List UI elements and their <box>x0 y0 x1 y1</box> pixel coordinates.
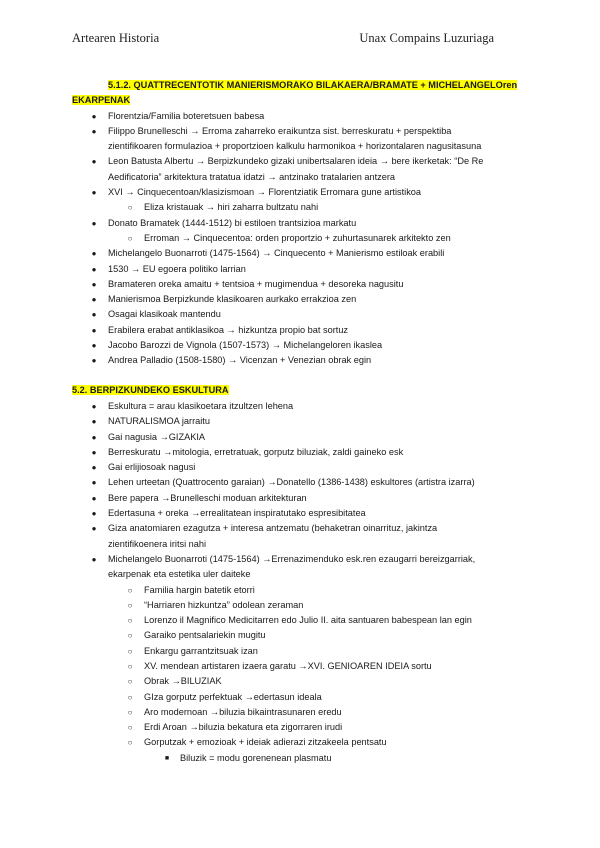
list-item <box>72 216 534 231</box>
list-item-continuation: zientifikoenera iritsi nahi <box>108 538 207 549</box>
list-item <box>72 491 534 506</box>
list-item-text: XV. mendean artistaren izaera garatu →XVI. GENIOAREN IDEIA sortu <box>144 660 432 671</box>
list-item-text: GIza gorputz perfektuak →edertasun ideala <box>144 691 322 702</box>
bullet-dot-icon: ● <box>91 295 97 305</box>
bullet-square-icon: ■ <box>164 754 170 762</box>
bullet-circle-icon: ○ <box>127 631 133 641</box>
list-item-text: Obrak →BILUZIAK <box>144 676 222 687</box>
list-item-text: Eskultura = arau klasikoetara itzultzen lehena <box>108 400 294 411</box>
bullet-dot-icon: ● <box>91 509 97 519</box>
bullet-dot-icon: ● <box>91 554 97 564</box>
list-item-text: Gorputzak + emozioak + ideiak adierazi zitzakeela pentsatu <box>144 737 387 748</box>
list-item <box>72 552 534 583</box>
bullet-circle-icon: ○ <box>127 738 133 748</box>
list-item <box>72 109 534 124</box>
bullet-dot-icon: ● <box>91 341 97 351</box>
list-item <box>72 414 534 429</box>
section-title-5-1-2 <box>72 78 534 109</box>
list-item <box>72 628 534 643</box>
list-item-text: Osagai klasikoak mantendu <box>108 309 221 320</box>
list-item <box>72 583 534 598</box>
list-item-continuation: ekarpenak eta estetika uler daiteke <box>108 569 251 580</box>
list-item-text: Leon Batusta Albertu → Berpizkundeko gizaki unibertsalaren ideia → bere ikerketak: “De Re <box>108 156 484 167</box>
list-item-text: Michelangelo Buonarroti (1475-1564) → Cinquecento + Manierismo estiloak erabili <box>108 248 445 259</box>
bullet-dot-icon: ● <box>91 188 97 198</box>
bullet-circle-icon: ○ <box>127 233 133 243</box>
section-2-bullet-list <box>72 399 534 766</box>
list-item <box>72 262 534 277</box>
section-title-5-2 <box>72 383 534 398</box>
list-item <box>72 720 534 735</box>
list-item <box>72 246 534 261</box>
bullet-circle-icon: ○ <box>127 646 133 656</box>
bullet-dot-icon: ● <box>91 401 97 411</box>
section-title-line-1: 5.1.2. QUATTRECENTOTIK MANIERISMORAKO BILAKAERA/BRAMATE + MICHELANGELOren <box>108 80 518 90</box>
list-item-text: Andrea Palladio (1508-1580) → Vicenzan + Venezian obrak egin <box>108 355 372 366</box>
list-item-text: 1530 → EU egoera politiko larrian <box>108 263 246 274</box>
bullet-dot-icon: ● <box>91 264 97 274</box>
list-item-continuation: Aedificatoria” arkitektura tratatua idatzi → antzinako tratalarien antzera <box>108 171 395 182</box>
list-item-text: Gai erlijiosoak nagusi <box>108 462 196 473</box>
list-item-text: Lehen urteetan (Quattrocento garaian) →Donatello (1386-1438) eskultores (artistra izarra) <box>108 477 475 488</box>
list-item-text: Erdi Aroan →biluzia bekatura eta zigorraren irudi <box>144 722 343 733</box>
list-item-text: Aro modernoan →biluzia bikaintrasunaren eredu <box>144 706 342 717</box>
bullet-dot-icon: ● <box>91 310 97 320</box>
list-item-text: Donato Bramatek (1444-1512) bi estiloen trantsizioa markatu <box>108 217 357 228</box>
header-author: Unax Compains Luzuriaga <box>359 31 494 45</box>
bullet-dot-icon: ● <box>91 356 97 366</box>
list-item <box>72 231 534 246</box>
list-item <box>72 338 534 353</box>
bullet-dot-icon: ● <box>91 463 97 473</box>
list-item-text: Eliza kristauak → hiri zaharra bultzatu nahi <box>144 202 319 213</box>
list-item-text: Filippo Brunelleschi → Erroma zaharreko eraikuntza sist. berreskuratu + perspektiba <box>108 125 452 136</box>
bullet-circle-icon: ○ <box>127 692 133 702</box>
list-item <box>72 598 534 613</box>
list-item-text: Bere papera →Brunelleschi moduan arkitekturan <box>108 492 307 503</box>
list-item-text: Biluzik = modu gorenenean plasmatu <box>180 752 332 763</box>
list-item-text: XVI → Cinquecentoan/klasizismoan → Florentziatik Erromara gune artistikoa <box>108 187 422 198</box>
list-item <box>72 705 534 720</box>
section-1-bullet-list <box>72 109 534 369</box>
list-item <box>72 292 534 307</box>
list-item <box>72 277 534 292</box>
list-item-text: Florentzia/Familia boteretsuen babesa <box>108 110 265 121</box>
bullet-dot-icon: ● <box>91 432 97 442</box>
bullet-circle-icon: ○ <box>127 707 133 717</box>
bullet-circle-icon: ○ <box>127 723 133 733</box>
bullet-circle-icon: ○ <box>127 203 133 213</box>
header-course-title: Artearen Historia <box>72 31 160 45</box>
list-item-text: Jacobo Barozzi de Vignola (1507-1573) → Michelangeloren ikaslea <box>108 340 383 351</box>
bullet-dot-icon: ● <box>91 524 97 534</box>
list-item <box>72 659 534 674</box>
bullet-dot-icon: ● <box>91 493 97 503</box>
list-item-text: Familia hargin batetik etorri <box>144 584 255 595</box>
list-item <box>72 353 534 368</box>
bullet-circle-icon: ○ <box>127 600 133 610</box>
list-item <box>72 644 534 659</box>
list-item <box>72 399 534 414</box>
list-item-text: Garaiko pentsalariekin mugitu <box>144 630 266 641</box>
list-item-text: Manierismoa Berpizkunde klasikoaren aurkako errakzioa zen <box>108 294 357 305</box>
bullet-dot-icon: ● <box>91 447 97 457</box>
list-item-text: Michelangelo Buonarroti (1475-1564) →Errenazimenduko esk.ren ezaugarri bereizgarriak, <box>108 553 476 564</box>
list-item <box>72 430 534 445</box>
list-item <box>72 751 534 766</box>
list-item <box>72 674 534 689</box>
bullet-dot-icon: ● <box>91 279 97 289</box>
bullet-circle-icon: ○ <box>127 585 133 595</box>
list-item-text: Giza anatomiaren ezagutza + interesa antzematu (behaketran oinarrituz, jakintza <box>108 523 438 534</box>
list-item <box>72 323 534 338</box>
section-title-text: 5.2. BERPIZKUNDEKO ESKULTURA <box>72 384 229 395</box>
list-item <box>72 460 534 475</box>
list-item <box>72 200 534 215</box>
list-item-text: Lorenzo il Magnifico Medicitarren edo Julio II. aita santuaren babespean lan egin <box>144 615 472 626</box>
document-body <box>72 78 534 766</box>
list-item <box>72 475 534 490</box>
bullet-dot-icon: ● <box>91 325 97 335</box>
bullet-dot-icon: ● <box>91 417 97 427</box>
bullet-dot-icon: ● <box>91 157 97 167</box>
bullet-dot-icon: ● <box>91 111 97 121</box>
list-item-text: NATURALISMOA jarraitu <box>108 416 210 427</box>
bullet-dot-icon: ● <box>91 249 97 259</box>
list-item-continuation: zientifikoaren formulazioa + proportzioen kalkulu harmonikoa + horizontalaren nagusitasuna <box>108 141 482 152</box>
list-item-text: Erabilera erabat antiklasikoa → hizkuntza propio bat sortuz <box>108 324 349 335</box>
list-item <box>72 124 534 155</box>
list-item <box>72 506 534 521</box>
list-item-text: Edertasuna + oreka →errealitatean inspiratutako espresibitatea <box>108 508 366 519</box>
bullet-dot-icon: ● <box>91 478 97 488</box>
list-item <box>72 690 534 705</box>
list-item-text: Berreskuratu →mitologia, erretratuak, gorputz biluziak, zaldi gaineko esk <box>108 446 404 457</box>
list-item-text: “Harriaren hizkuntza” odolean zeraman <box>144 599 304 610</box>
list-item-text: Bramateren oreka amaitu + tentsioa + mugimendua + desoreka nagusitu <box>108 278 404 289</box>
list-item-text: Erroman → Cinquecentoa: orden proportzio + zuhurtasunarek arkitekto zen <box>144 232 451 243</box>
bullet-circle-icon: ○ <box>127 661 133 671</box>
bullet-circle-icon: ○ <box>127 677 133 687</box>
section-title-line-2: EKARPENAK <box>72 95 131 106</box>
list-item <box>72 307 534 322</box>
bullet-dot-icon: ● <box>91 126 97 136</box>
list-item <box>72 521 534 552</box>
list-item <box>72 613 534 628</box>
list-item <box>72 185 534 200</box>
bullet-circle-icon: ○ <box>127 616 133 626</box>
page-header <box>72 31 494 46</box>
list-item-text: Enkargu garrantzitsuak izan <box>144 645 258 656</box>
list-item-text: Gai nagusia →GIZAKIA <box>108 431 206 442</box>
list-item <box>72 445 534 460</box>
bullet-dot-icon: ● <box>91 218 97 228</box>
list-item <box>72 735 534 750</box>
list-item <box>72 154 534 185</box>
